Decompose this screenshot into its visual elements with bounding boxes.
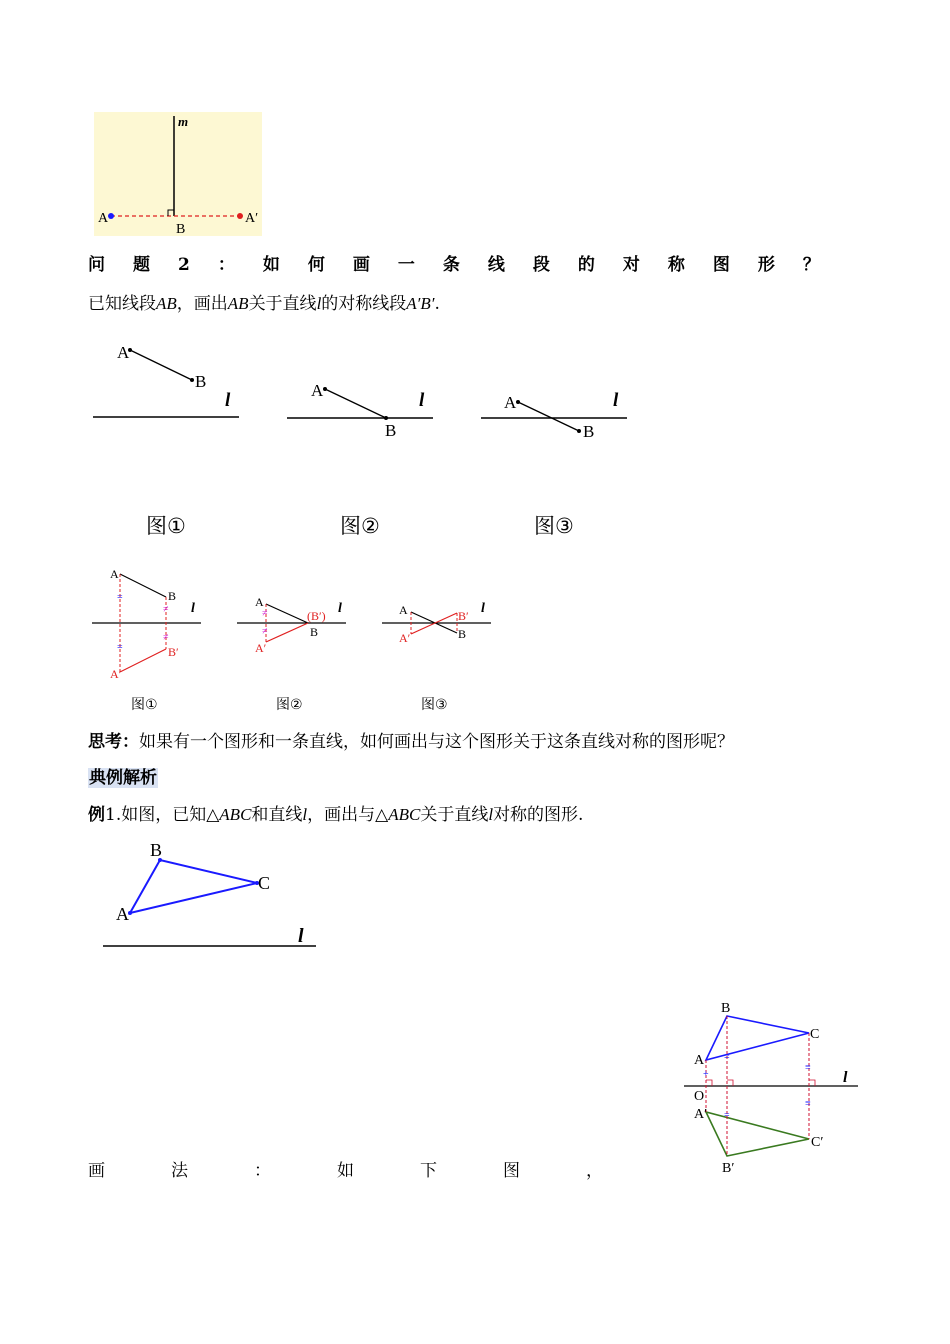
problem2-heading (88, 253, 820, 277)
case2-label-B: B (385, 421, 397, 440)
case1-label-B: B (195, 372, 207, 391)
spaced-char: ？ (802, 255, 820, 275)
think-label: 思考： (88, 732, 139, 752)
sol3-caption: 图③ (421, 697, 448, 713)
case3-label-l: l (613, 390, 619, 411)
section-title: 典例解析 (89, 768, 157, 788)
case3-label-A: A (504, 393, 517, 412)
case2-label-l: l (419, 390, 425, 411)
svg-text:B: B (150, 840, 163, 860)
svg-text:O: O (694, 1089, 705, 1104)
point-A-prime (237, 213, 243, 219)
label-A-prime: A′ (245, 211, 259, 226)
svg-text:A: A (255, 595, 264, 609)
svg-text:B′: B′ (168, 645, 179, 659)
spaced-char: 图 (712, 255, 730, 275)
svg-text:A: A (694, 1053, 705, 1068)
figure-background (94, 112, 262, 236)
svg-text:≠: ≠ (163, 632, 169, 643)
svg-text:B: B (721, 1001, 731, 1016)
sol1-caption: 图① (131, 697, 158, 713)
case1-label-A: A (117, 343, 130, 362)
svg-text:A: A (399, 603, 408, 617)
svg-text:B: B (310, 625, 319, 639)
spaced-char: 题 (133, 255, 150, 275)
spaced-char: 何 (307, 255, 325, 275)
sol1-image-segment (120, 649, 166, 672)
problem2-statement: 已知线段AB，画出AB关于直线l的对称线段A′B′. (88, 294, 440, 314)
spaced-char: 形 (757, 255, 775, 275)
svg-text:l: l (298, 925, 304, 947)
svg-text:B′: B′ (722, 1161, 735, 1176)
svg-text:A′: A′ (110, 667, 122, 681)
svg-text:B: B (168, 589, 177, 603)
spaced-char: 2 (178, 255, 190, 275)
triangle-figure (100, 838, 325, 953)
spaced-char: 段 (532, 255, 550, 275)
svg-text:l: l (338, 601, 342, 616)
svg-text:(B′): (B′) (307, 609, 326, 623)
sol2-caption: 图② (276, 697, 303, 713)
spaced-char: 画 (88, 1161, 105, 1181)
spaced-char: 如 (337, 1161, 354, 1181)
svg-text:A′: A′ (399, 631, 411, 645)
case1-label-l: l (225, 390, 231, 411)
example1-statement: 例1.如图，已知△ABC和直线l，画出与△ABC关于直线l对称的图形. (88, 805, 584, 825)
case3-segment-AB (518, 402, 579, 431)
mirror-line-figure (94, 112, 264, 238)
spaced-char: 图 (503, 1161, 520, 1181)
triangle-image (706, 1112, 809, 1156)
svg-text:=: = (724, 1110, 730, 1121)
spaced-char: 一 (397, 255, 415, 275)
svg-text:=: = (724, 1052, 730, 1063)
svg-text:=: = (117, 642, 123, 653)
svg-text:≠: ≠ (262, 608, 268, 619)
svg-text:≠: ≠ (262, 626, 268, 637)
svg-text:=: = (117, 592, 123, 603)
spaced-char: 对 (622, 255, 640, 275)
case3-caption: 图③ (534, 514, 574, 538)
spaced-char: 法 (171, 1161, 188, 1181)
spaced-char: 的 (577, 255, 595, 275)
svg-text:A: A (116, 904, 129, 924)
svg-text:l: l (481, 601, 485, 616)
svg-text:≡: ≡ (805, 1062, 811, 1073)
case1-caption: 图① (146, 514, 186, 538)
spaced-char: 条 (442, 255, 460, 275)
triangle-ABC (706, 1016, 809, 1060)
case2-caption: 图② (340, 514, 380, 538)
svg-text:C: C (810, 1027, 820, 1042)
three-cases-figure (88, 336, 648, 451)
svg-text:C′: C′ (811, 1135, 824, 1150)
label-m: m (178, 114, 189, 129)
spaced-char: 称 (667, 255, 685, 275)
svg-text:l: l (191, 601, 195, 616)
spaced-char: 如 (262, 255, 280, 275)
solutions-figure (88, 560, 508, 690)
case2-label-A: A (311, 381, 324, 400)
think-paragraph: 思考：如果有一个图形和一条直线，如何画出与这个图形关于这条直线对称的图形呢？ (88, 732, 734, 752)
svg-text:B: B (458, 627, 467, 641)
answer-figure (680, 996, 865, 1181)
svg-text:C: C (258, 873, 271, 893)
svg-text:A′: A′ (694, 1107, 708, 1122)
spaced-char: 问 (88, 255, 105, 275)
svg-text:≡: ≡ (805, 1098, 811, 1109)
spaced-char: ， (586, 1161, 603, 1181)
svg-text:+: + (703, 1069, 709, 1080)
svg-text:A: A (110, 567, 119, 581)
spaced-char: 画 (352, 255, 370, 275)
triangle-ABC (130, 860, 257, 913)
spaced-char: ： (254, 1161, 271, 1181)
case1-segment-AB (130, 350, 192, 380)
label-B: B (176, 222, 186, 237)
svg-text:A′: A′ (255, 641, 267, 655)
spaced-char: ： (217, 255, 235, 275)
point-A (108, 213, 114, 219)
case3-label-B: B (583, 422, 595, 441)
method-line (88, 1159, 603, 1183)
spaced-char: 线 (487, 255, 505, 275)
svg-text:≠: ≠ (163, 604, 169, 615)
svg-text:B′: B′ (458, 609, 469, 623)
svg-text:l: l (843, 1069, 848, 1086)
spaced-char: 下 (420, 1161, 437, 1181)
case2-segment-AB (325, 389, 386, 418)
label-A: A (98, 211, 109, 226)
